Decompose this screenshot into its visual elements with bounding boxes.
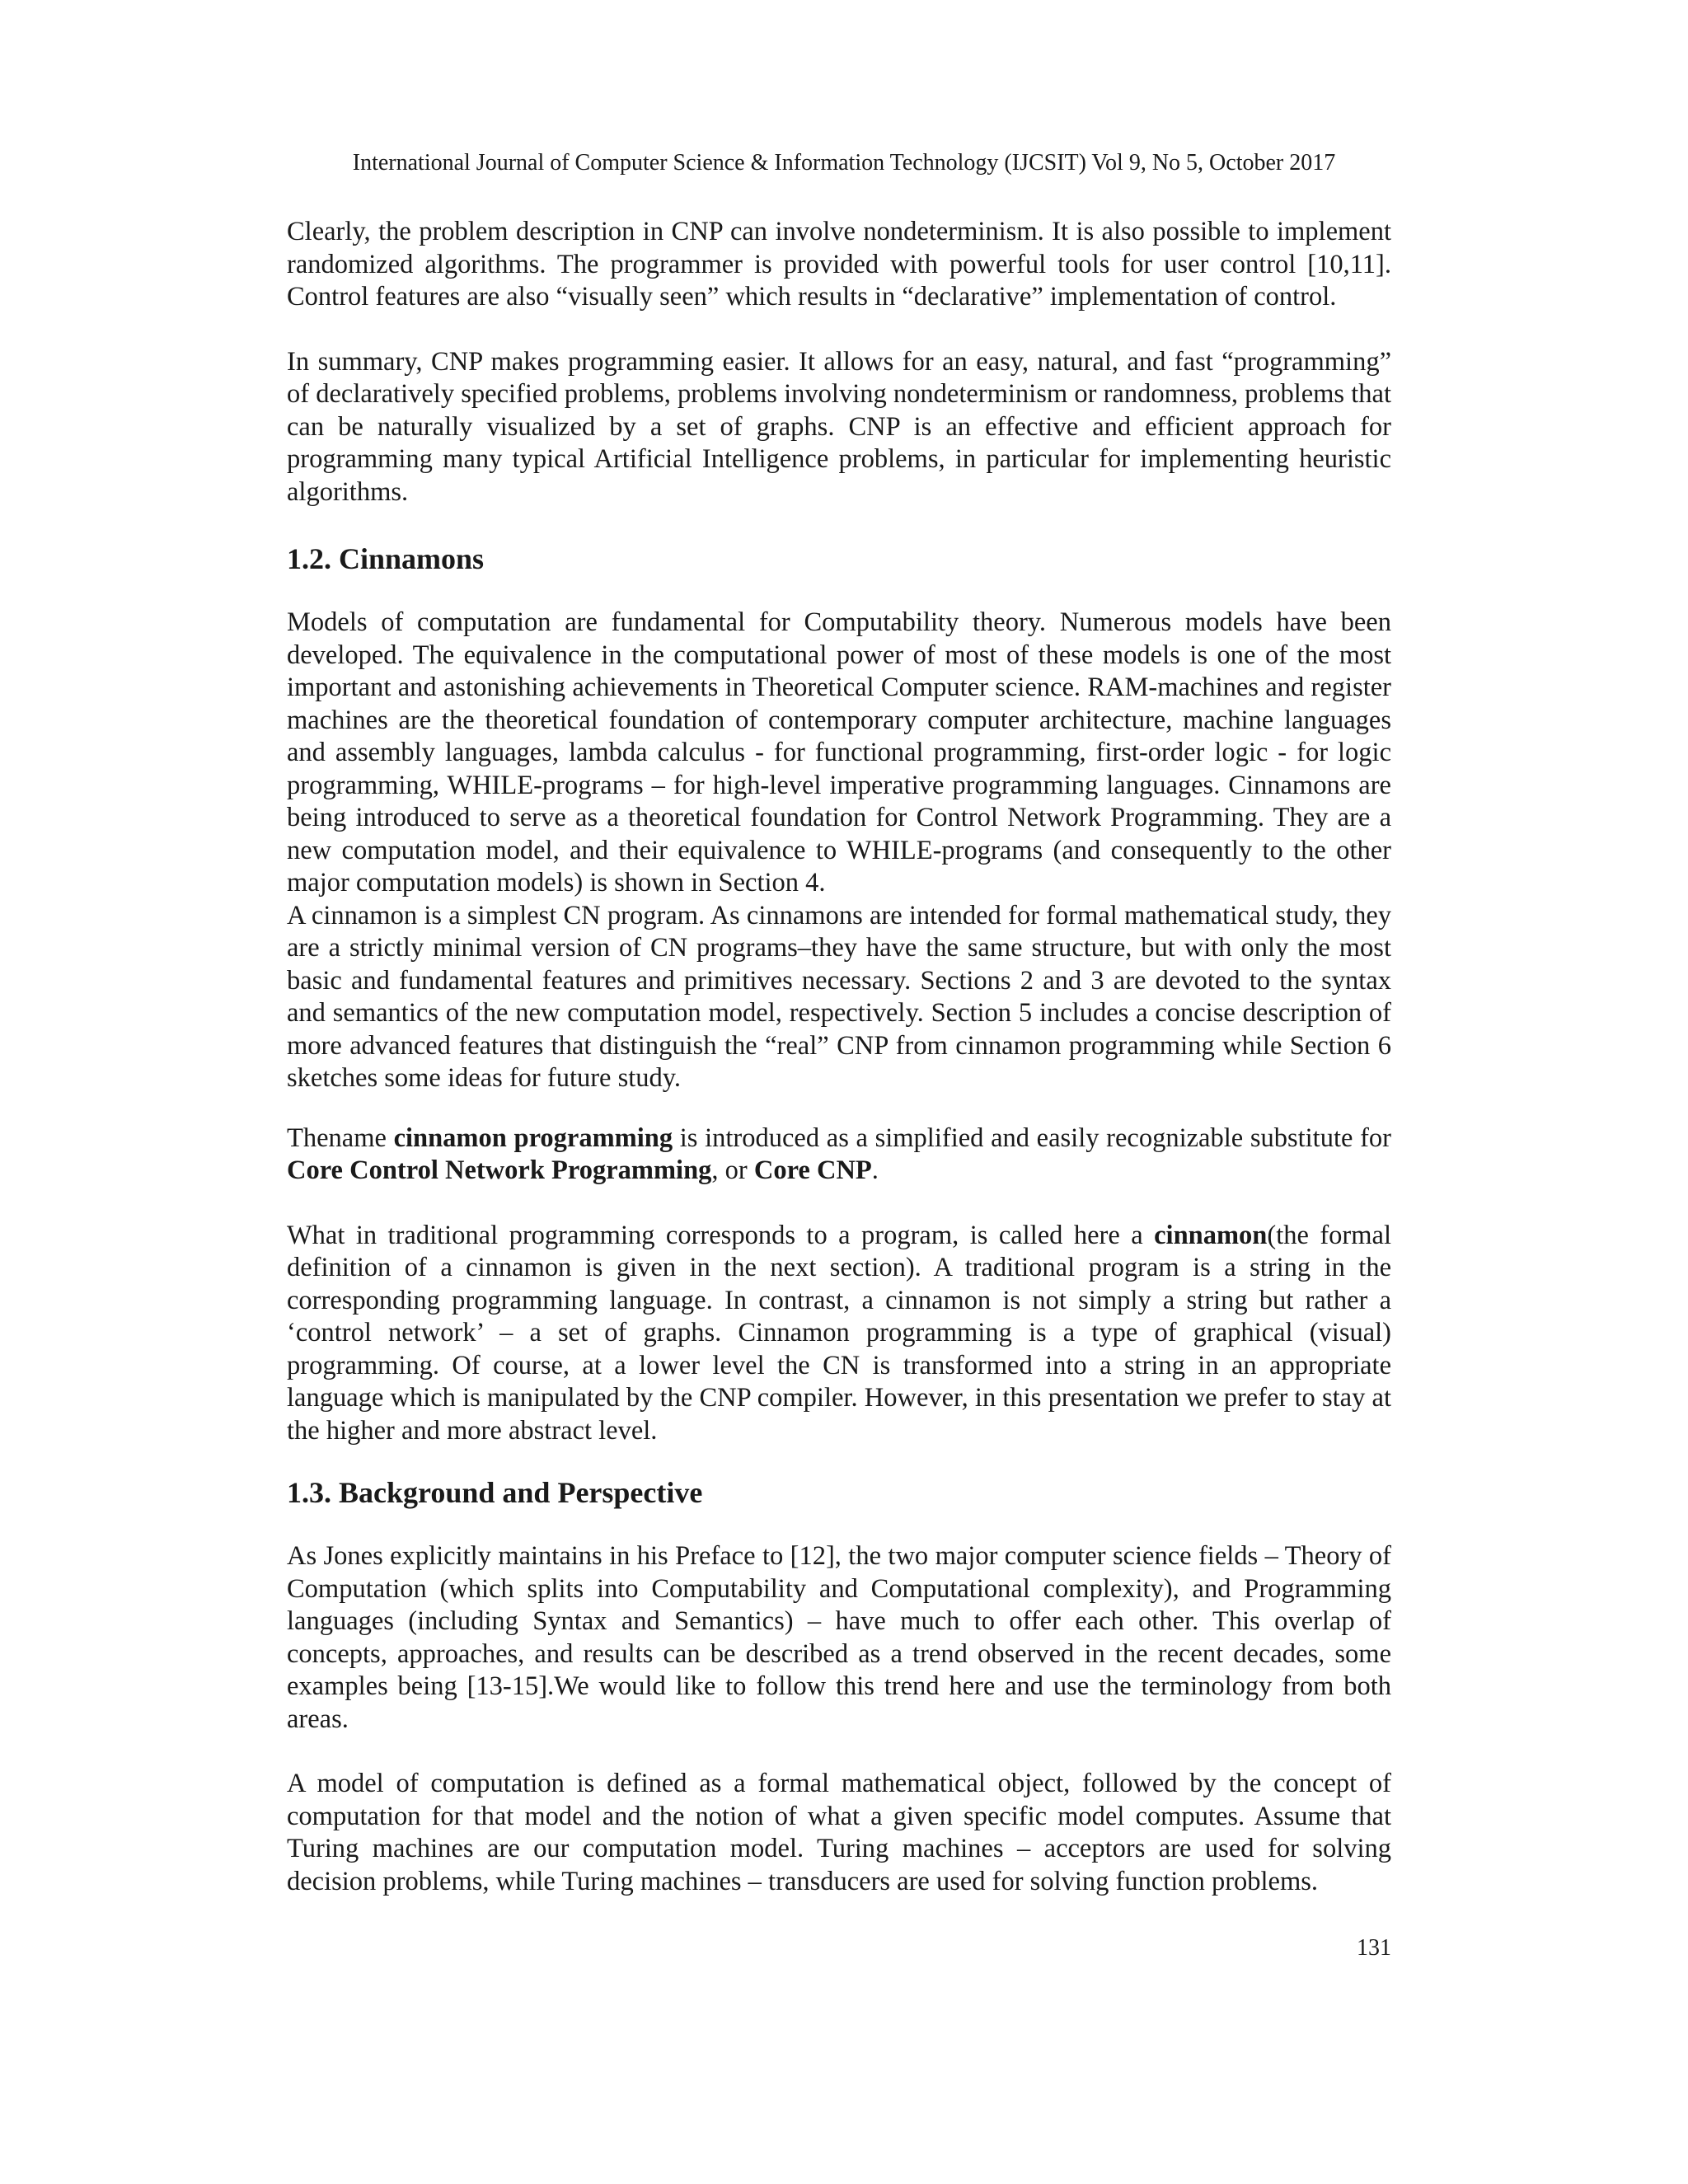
text-run: , or [711, 1155, 754, 1185]
section-heading-background: 1.3. Background and Perspective [287, 1476, 703, 1509]
paragraph-summary: In summary, CNP makes programming easier. It allows for an easy, natural, and fast “programming” of declaratively specified problems, problems involving nondeterminism or randomness, problems that can be naturally visualized by a set of graphs. CNP is an effective and efficient approach for programming many typical Artificial Intelligence problems, in particular for implementing heuristic algorithms. [287, 346, 1391, 507]
paragraph-models-of-computation: Models of computation are fundamental for Computability theory. Numerous models have been developed. The equivalence in the computational power of most of these models is one of the most important and astonishing achievements in Theoretical Computer science. RAM-machines and register machines are the theoretical foundation of contemporary computer architecture, machine languages and assembly languages, lambda calculus - for functional programming, first-order logic - for logic programming, WHILE-programs – for high-level imperative programming languages. Cinnamons are being introduced to serve as a theoretical foundation for Control Network Programming. They are a new computation model, and their equivalence to WHILE-programs (and consequently to the other major computation models) is shown in Section 4. [287, 607, 1391, 898]
paragraph-cinnamon-programming-name [287, 1122, 1391, 1188]
term-core-cnp: Core CNP [753, 1155, 872, 1185]
body-text [287, 216, 1391, 1898]
paragraph-traditional-programming [287, 1220, 1391, 1448]
text-run: What in traditional programming corresponds to a program, is called here a [287, 1220, 1155, 1250]
paragraph-cinnamon-definition: A cinnamon is a simplest CN program. As cinnamons are intended for formal mathematical study, they are a strictly minimal version of CN programs–they have the same structure, but with only the most basic and fundamental features and primitives necessary. Sections 2 and 3 are devoted to the syntax and semantics of the new computation model, respectively. Section 5 includes a concise description of more advanced features that distinguish the “real” CNP from cinnamon programming while Section 6 sketches some ideas for future study. [287, 900, 1391, 1093]
text-run: is introduced as a simplified and easily recognizable substitute for [673, 1122, 1391, 1153]
paragraph-nondeterminism: Clearly, the problem description in CNP can involve nondeterminism. It is also possible to implement randomized algorithms. The programmer is provided with powerful tools for user control [10,11]. Control features are also “visually seen” which results in “declarative” implementation of control. [287, 217, 1391, 312]
term-core-control-network-programming: Core Control Network Programming [287, 1155, 712, 1185]
page-number: 131 [1357, 1935, 1391, 1961]
running-header: International Journal of Computer Science & Information Technology (IJCSIT) Vol 9, No 5, October 2017 [352, 150, 1336, 176]
section-heading-cinnamons: 1.2. Cinnamons [287, 542, 485, 575]
text-run: (the formal definition of a cinnamon is given in the next section). A traditional program is a string in the corresponding programming language. In contrast, a cinnamon is not simply a string but rather a ‘control network’ – a set of graphs. Cinnamon programming is a type of graphical (visual) programming. Of course, at a lower level the CN is transformed into a string in an appropriate language which is manipulated by the CNP compiler. However, in this presentation we prefer to stay at the higher and more abstract level. [287, 1220, 1391, 1446]
paragraph-jones-preface: As Jones explicitly maintains in his Preface to [12], the two major computer science fields – Theory of Computation (which splits into Computability and Computational complexity), and Programming languages (including Syntax and Semantics) – have much to offer each other. This overlap of concepts, approaches, and results can be described as a trend observed in the recent decades, some examples being [13-15].We would like to follow this trend here and use the terminology from both areas. [287, 1541, 1391, 1734]
paragraph-model-of-computation-definition: A model of computation is defined as a formal mathematical object, followed by the concept of computation for that model and the notion of what a given specific model computes. Assume that Turing machines are our computation model. Turing machines – acceptors are used for solving decision problems, while Turing machines – transducers are used for solving function problems. [287, 1769, 1391, 1896]
text-run: . [871, 1155, 879, 1185]
text-run: Thename [287, 1122, 394, 1153]
term-cinnamon-programming: cinnamon programming [393, 1122, 673, 1153]
term-cinnamon: cinnamon [1154, 1220, 1268, 1250]
